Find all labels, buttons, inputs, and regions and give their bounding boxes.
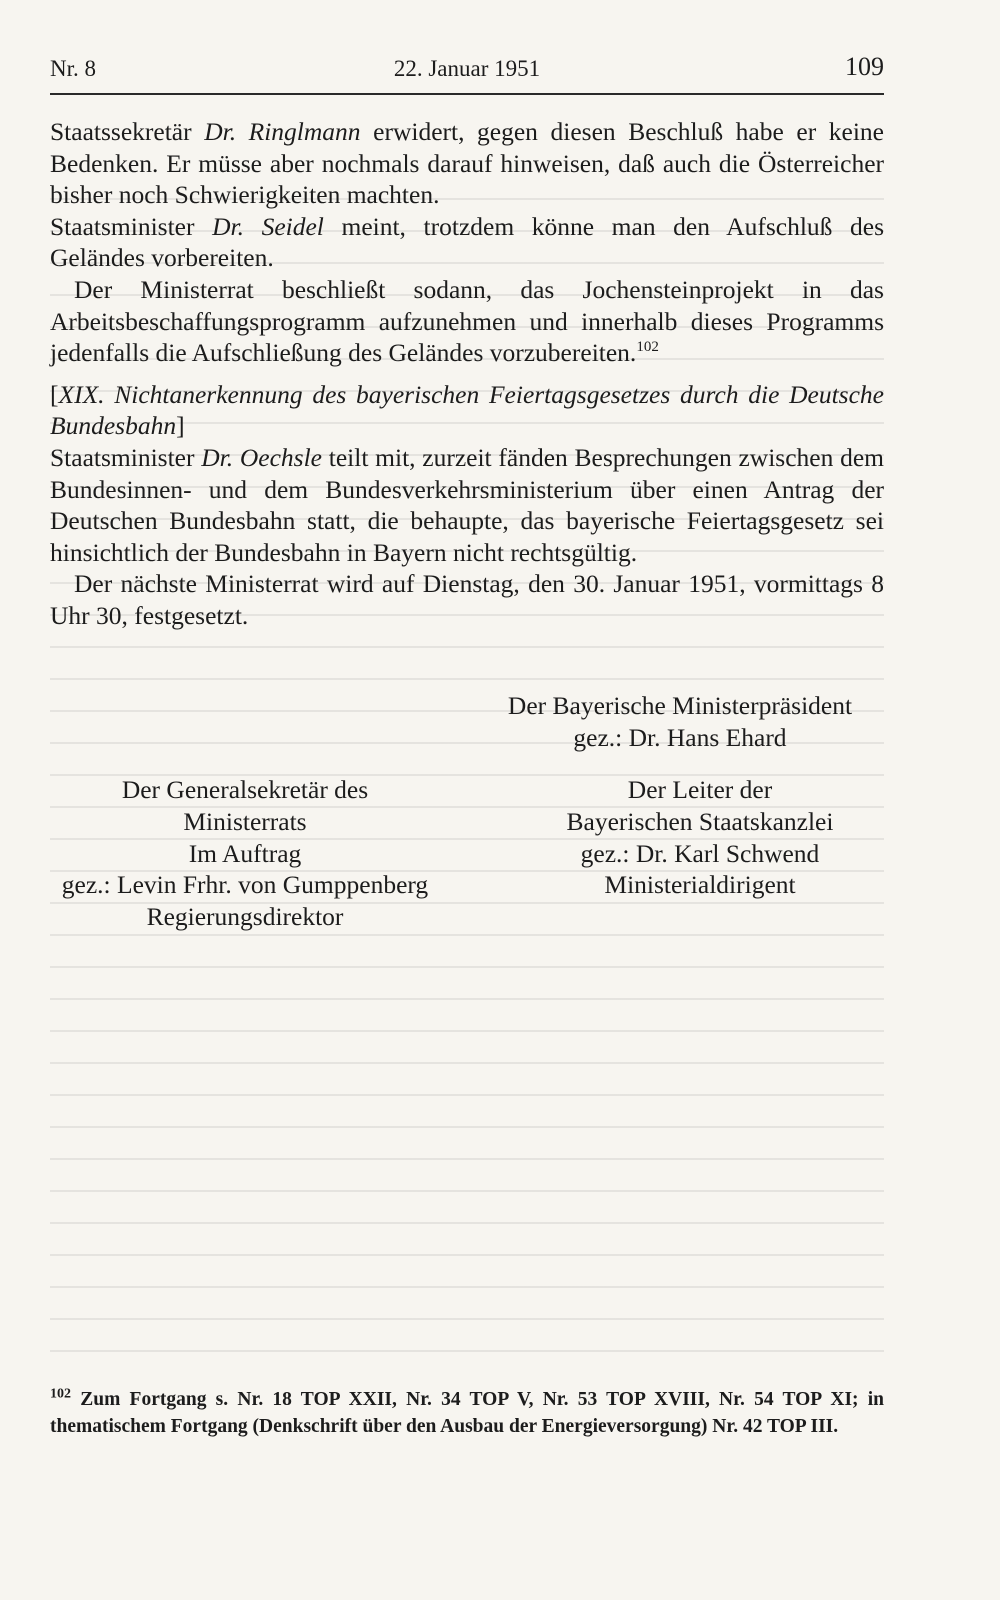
paragraph-decision: Der Ministerrat beschließt sodann, das Jochensteinprojekt in das Arbeitsbeschaffungsprogramm aufzunehmen und innerhalb dieses Programms jedenfalls die Aufschließung des Geländes vorzubereiten.$^{102}$ [50, 274, 884, 368]
header-date: 22. Januar 1951 [393, 56, 541, 81]
speaker-name: Dr. Oechsle [201, 442, 322, 472]
footnote-text: Zum Fortgang s. Nr. 18 TOP XXII, Nr. 34 TOP V, Nr. 53 TOP XVIII, Nr. 54 TOP XI; in thematischem Fortgang (Denkschrift über den Ausbau der Energieversorgung) Nr. 42 TOP III. [50, 1389, 885, 1437]
section-heading: [XIX. Nichtanerkennung des bayerischen Feiertagsgesetzes durch die Deutsche Bundesbahn] [50, 379, 884, 441]
footnote-reference: 102 [636, 338, 659, 355]
page-number: 109 [845, 52, 884, 81]
signature-president: Der Bayerische Ministerpräsident gez.: Dr. Hans Ehard [507, 691, 853, 752]
paragraph-next-meeting: Der nächste Ministerrat wird auf Dienstag, den 30. Januar 1951, vormittags 8 Uhr 30, festgesetzt. [50, 569, 884, 630]
header-rule [50, 93, 884, 95]
speaker-name: Dr. Seidel [212, 211, 324, 241]
signature-secretary-general: Der Generalsekretär des Ministerrats Im Auftrag gez.: Levin Frhr. von Gumppenberg Regierungsdirektor [61, 775, 429, 932]
paragraph-ringlmann: Staatssekretär Dr. Ringlmann erwidert, gegen diesen Beschluß habe er keine Bedenken. Er müsse aber nochmals darauf hinweisen, daß auch die Österreicher bisher noch Schwierigkeiten machten. [50, 117, 884, 210]
issue-number: Nr. 8 [50, 56, 96, 81]
signature-chancellery-head: Der Leiter der Bayerischen Staatskanzlei gez.: Dr. Karl Schwend Ministerialdirigent [566, 775, 834, 900]
footnote-102 [50, 1386, 884, 1440]
paragraph-seidel: Staatsminister Dr. Seidel meint, trotzdem könne man den Aufschluß des Geländes vorbereiten. [50, 211, 885, 273]
running-header [50, 52, 884, 88]
footnote-number: 102 [50, 1386, 71, 1402]
speaker-name: Dr. Ringlmann [204, 117, 361, 146]
main-text [50, 116, 884, 632]
paragraph-oechsle: Staatsminister Dr. Oechsle teilt mit, zurzeit fänden Besprechungen zwischen dem Bundesinnen- und dem Bundesverkehrsministerium über einen Antrag der Deutschen Bundesbahn statt, die behaupte, das bayerische Feiertagsgesetz sei hinsichtlich der Bundesbahn in Bayern nicht rechtsgültig. [50, 442, 884, 567]
